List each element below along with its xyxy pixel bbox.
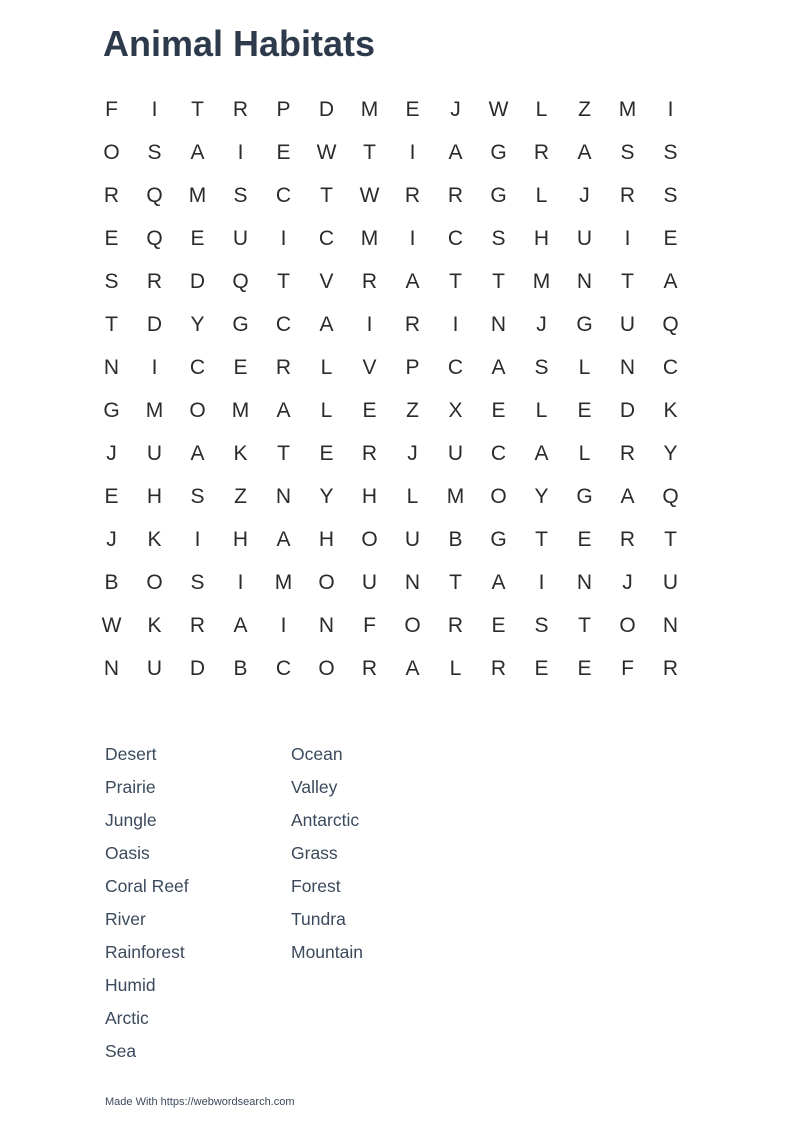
grid-letter: M [360,226,379,250]
grid-letter: H [533,226,550,250]
grid-letter: S [491,226,506,250]
grid-letter: V [319,269,334,293]
grid-letter: A [319,312,334,336]
grid-letter: S [104,269,119,293]
grid-letter: S [663,183,678,207]
grid-letter: A [577,140,592,164]
grid-letter: G [103,398,120,422]
grid-letter: E [104,484,119,508]
grid-letter: A [276,398,291,422]
grid-letter: C [275,312,292,336]
grid-letter: I [667,97,674,121]
grid-letter: T [621,269,634,293]
grid-letter: Y [190,312,205,336]
grid-letter: T [363,140,376,164]
grid-letter: E [233,355,248,379]
grid-letter: Z [578,97,591,121]
grid-letter: A [663,269,678,293]
word-list-item: Tundra [291,909,346,929]
grid-letter: U [576,226,593,250]
grid-letter: T [535,527,548,551]
grid-letter: K [663,398,678,422]
grid-letter: H [232,527,249,551]
grid-letter: M [231,398,250,422]
grid-letter: O [318,570,335,594]
grid-letter: E [104,226,119,250]
grid-letter: A [620,484,635,508]
grid-letter: I [538,570,545,594]
grid-letter: J [579,183,590,207]
grid-letter: O [103,140,120,164]
grid-letter: E [276,140,291,164]
grid-letter: A [190,441,205,465]
word-list-item: Ocean [291,744,343,764]
grid-letter: I [280,613,287,637]
word-list-item: Mountain [291,942,363,962]
grid-letter: I [624,226,631,250]
grid-letter: C [318,226,335,250]
grid-letter: S [233,183,248,207]
grid-letter: R [404,183,421,207]
grid-letter: E [491,613,506,637]
grid-letter: U [619,312,636,336]
word-list-item: Valley [291,777,338,797]
grid-letter: C [275,656,292,680]
grid-letter: M [188,183,207,207]
grid-letter: M [145,398,164,422]
word-list-item: Sea [105,1041,137,1061]
word-list-item: Rainforest [105,942,185,962]
grid-letter: R [103,183,120,207]
grid-letter: I [452,312,459,336]
grid-letter: K [233,441,248,465]
grid-letter: E [319,441,334,465]
word-list-item: Desert [105,744,157,764]
word-list-column-1 [105,738,189,1068]
grid-letter: D [318,97,335,121]
word-list-item: Coral Reef [105,876,189,896]
grid-letter: A [405,656,420,680]
grid-letter: B [233,656,248,680]
grid-letter: A [276,527,291,551]
grid-letter: R [447,613,464,637]
grid-letter: S [534,613,549,637]
grid-letter: T [105,312,118,336]
grid-letter: P [276,97,291,121]
grid-letter: R [232,97,249,121]
grid-letter: A [233,613,248,637]
grid-letter: M [274,570,293,594]
grid-letter: W [316,140,337,164]
grid-letter: B [104,570,119,594]
grid-letter: J [450,97,461,121]
grid-letter: K [147,613,162,637]
grid-letter: N [576,269,593,293]
grid-letter: A [448,140,463,164]
grid-letter: C [275,183,292,207]
grid-letter: N [619,355,636,379]
grid-letter: Z [406,398,419,422]
word-list-item: Humid [105,975,156,995]
grid-letter: M [446,484,465,508]
grid-letter: H [318,527,335,551]
grid-letter: N [275,484,292,508]
grid-letter: L [578,355,591,379]
grid-letter: R [361,441,378,465]
grid-letter: P [405,355,420,379]
grid-letter: Q [662,484,679,508]
grid-letter: S [663,140,678,164]
grid-letter: I [409,140,416,164]
grid-letter: M [618,97,637,121]
grid-letter: R [361,656,378,680]
grid-letter: W [359,183,380,207]
grid-letter: L [535,183,548,207]
grid-letter: N [662,613,679,637]
grid-letter: A [405,269,420,293]
grid-letter: Q [146,183,163,207]
word-list-item: Antarctic [291,810,360,830]
grid-letter: L [449,656,462,680]
grid-letter: W [101,613,122,637]
grid-letter: T [449,269,462,293]
grid-letter: I [237,140,244,164]
word-list-item: Grass [291,843,338,863]
grid-letter: E [405,97,420,121]
grid-letter: J [536,312,547,336]
grid-letter: O [404,613,421,637]
grid-letter: R [275,355,292,379]
grid-letter: J [622,570,633,594]
grid-letter: L [535,97,548,121]
grid-letter: U [146,441,163,465]
grid-letter: R [619,441,636,465]
grid-letter: O [318,656,335,680]
grid-letter: O [619,613,636,637]
grid-letter: E [577,656,592,680]
grid-letter: C [662,355,679,379]
grid-letter: N [103,656,120,680]
grid-letter: S [534,355,549,379]
grid-letter: N [576,570,593,594]
word-list-item: Oasis [105,843,150,863]
grid-letter: M [360,97,379,121]
grid-letter: W [488,97,509,121]
grid-letter: R [189,613,206,637]
grid-letter: R [404,312,421,336]
grid-letter: C [447,355,464,379]
grid-letter: J [106,527,117,551]
grid-letter: V [362,355,377,379]
word-list-item: River [105,909,146,929]
grid-letter: U [146,656,163,680]
word-list-item: Prairie [105,777,156,797]
grid-letter: F [363,613,376,637]
grid-letter: T [277,269,290,293]
grid-letter: L [578,441,591,465]
letter-grid [90,88,692,690]
grid-letter: N [103,355,120,379]
grid-letter: H [361,484,378,508]
grid-letter: T [492,269,505,293]
grid-letter: F [105,97,118,121]
grid-letter: N [490,312,507,336]
grid-letter: L [535,398,548,422]
word-list-column-2 [291,738,363,969]
grid-letter: D [189,269,206,293]
grid-letter: S [147,140,162,164]
grid-letter: O [490,484,507,508]
grid-letter: C [447,226,464,250]
grid-letter: J [407,441,418,465]
grid-letter: G [490,183,507,207]
grid-letter: I [151,355,158,379]
grid-letter: Q [232,269,249,293]
grid-letter: D [146,312,163,336]
word-list-item: Arctic [105,1008,149,1028]
grid-letter: G [576,484,593,508]
grid-letter: T [320,183,333,207]
grid-letter: R [447,183,464,207]
grid-letter: G [232,312,249,336]
grid-letter: R [361,269,378,293]
grid-letter: I [151,97,158,121]
grid-letter: K [147,527,162,551]
grid-letter: M [532,269,551,293]
grid-letter: E [190,226,205,250]
grid-letter: Y [663,441,678,465]
grid-letter: H [146,484,163,508]
grid-letter: L [320,398,333,422]
grid-letter: U [404,527,421,551]
grid-letter: D [619,398,636,422]
grid-letter: U [662,570,679,594]
grid-letter: R [662,656,679,680]
grid-letter: U [361,570,378,594]
grid-letter: R [619,527,636,551]
grid-letter: T [277,441,290,465]
grid-letter: E [577,398,592,422]
grid-letter: Q [146,226,163,250]
grid-letter: X [448,398,463,422]
grid-letter: F [621,656,634,680]
grid-letter: N [404,570,421,594]
grid-letter: Q [662,312,679,336]
grid-letter: Y [319,484,334,508]
word-list-item: Forest [291,876,341,896]
grid-letter: T [578,613,591,637]
grid-letter: U [232,226,249,250]
grid-letter: E [577,527,592,551]
grid-letter: D [189,656,206,680]
grid-letter: R [533,140,550,164]
grid-letter: Y [534,484,549,508]
grid-letter: U [447,441,464,465]
grid-letter: I [366,312,373,336]
grid-letter: B [448,527,463,551]
grid-letter: E [491,398,506,422]
grid-letter: O [361,527,378,551]
grid-letter: A [534,441,549,465]
grid-letter: A [491,570,506,594]
grid-letter: E [534,656,549,680]
grid-letter: Z [234,484,247,508]
grid-letter: S [190,570,205,594]
grid-letter: C [189,355,206,379]
grid-letter: N [318,613,335,637]
grid-letter: G [490,140,507,164]
footer-credit: Made With https://webwordsearch.com [105,1096,295,1108]
grid-letter: A [190,140,205,164]
grid-letter: O [189,398,206,422]
grid-letter: I [237,570,244,594]
grid-letter: R [619,183,636,207]
grid-letter: G [490,527,507,551]
grid-letter: T [191,97,204,121]
grid-letter: T [664,527,677,551]
grid-letter: O [146,570,163,594]
grid-letter: G [576,312,593,336]
grid-letter: J [106,441,117,465]
grid-letter: L [406,484,419,508]
grid-letter: S [190,484,205,508]
grid-letter: E [362,398,377,422]
grid-letter: R [490,656,507,680]
grid-letter: S [620,140,635,164]
grid-letter: I [280,226,287,250]
grid-letter: I [409,226,416,250]
grid-letter: I [194,527,201,551]
grid-letter: T [449,570,462,594]
grid-letter: A [491,355,506,379]
grid-letter: C [490,441,507,465]
grid-letter: R [146,269,163,293]
grid-letter: L [320,355,333,379]
page-title: Animal Habitats [103,23,376,64]
word-list-item: Jungle [105,810,157,830]
grid-letter: E [663,226,678,250]
